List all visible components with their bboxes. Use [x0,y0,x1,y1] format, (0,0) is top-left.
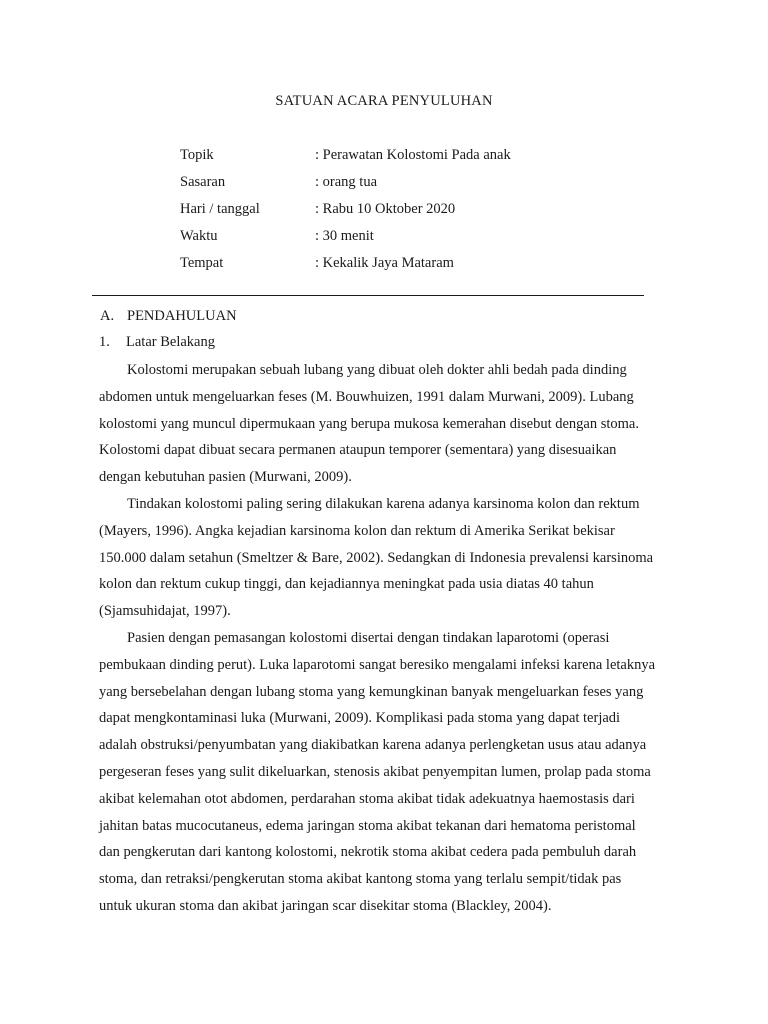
info-label: Tempat [180,255,224,271]
paragraph-line: untuk ukuran stoma dan akibat jaringan scar disekitar stoma (Blackley, 2004). [99,898,552,914]
paragraph-line: dapat mengkontaminasi luka (Murwani, 2009). Komplikasi pada stoma yang dapat terjadi [99,710,621,727]
paragraph-line: Pasien dengan pemasangan kolostomi disertai dengan tindakan laparotomi (operasi [127,630,610,646]
paragraph-line: pergeseran feses yang sulit dikeluarkan, stenosis akibat penyempitan lumen, prolap pada stoma [99,764,651,780]
paragraph-line: Kolostomi dapat dibuat secara permanen ataupun temporer (sementara) yang disesuaikan [99,442,617,459]
section-number: A. [100,308,115,324]
paragraph-line: stoma, dan retraksi/pengkerutan stoma akibat kantong stoma yang terlalu sempit/tidak pas [99,871,622,888]
paragraph-line: Tindakan kolostomi paling sering dilakukan karena adanya karsinoma kolon dan rektum [127,496,640,512]
paragraph-line: abdomen untuk mengeluarkan feses (M. Bouwhuizen, 1991 dalam Murwani, 2009). Lubang [99,388,634,405]
paragraph-line: dengan kebutuhan pasien (Murwani, 2009). [99,469,352,486]
info-value: : Perawatan Kolostomi Pada anak [315,147,511,163]
paragraph-line: dan pengkerutan dari kantong kolostomi, nekrotik stoma akibat cedera pada pembuluh darah [99,844,637,861]
document-title: SATUAN ACARA PENYULUHAN [275,93,493,109]
subsection-title: Latar Belakang [126,334,215,350]
paragraph-line: (Mayers, 1996). Angka kejadian karsinoma kolon dan rektum di Amerika Serikat bekisar [99,522,615,539]
section-title: PENDAHULUAN [127,308,237,324]
paragraph-line: kolon dan rektum cukup tinggi, dan kejadiannya meningkat pada usia diatas 40 tahun [99,576,594,593]
paragraph-line: jahitan batas mucocutaneus, edema jaringan stoma akibat tekanan dari hematoma peristomal [99,817,636,834]
paragraph-line: Kolostomi merupakan sebuah lubang yang dibuat oleh dokter ahli bedah pada dinding [127,362,627,378]
paragraph-line: akibat kelemahan otot abdomen, perdarahan stoma akibat tidak adekuatnya haemostasis dari [99,790,635,807]
info-label: Sasaran [180,174,226,190]
info-value: : Rabu 10 Oktober 2020 [315,201,456,217]
info-label: Topik [180,147,214,163]
info-value: : orang tua [315,174,378,190]
paragraph-line: (Sjamsuhidajat, 1997). [99,603,231,620]
paragraph-line: 150.000 dalam setahun (Smeltzer & Bare, 2002). Sedangkan di Indonesia prevalensi karsinoma [99,549,654,566]
paragraph-line: pembukaan dinding perut). Luka laparotomi sangat beresiko mengalami infeksi karena letaknya [99,656,656,673]
info-label: Hari / tanggal [180,201,260,217]
horizontal-divider [92,295,644,296]
info-value: : 30 menit [315,228,374,244]
subsection-number: 1. [99,334,110,350]
paragraph-line: adalah obstruksi/penyumbatan yang diakibatkan karena adanya perlengketan usus atau adanya [99,737,647,754]
info-label: Waktu [180,228,218,244]
paragraph-line: yang bersebelahan dengan lubang stoma yang kemungkinan banyak mengeluarkan feses yang [99,683,644,700]
info-value: : Kekalik Jaya Mataram [315,255,454,271]
paragraph-line: kolostomi yang muncul dipermukaan yang berupa mukosa kemerahan disebut dengan stoma. [99,415,639,432]
